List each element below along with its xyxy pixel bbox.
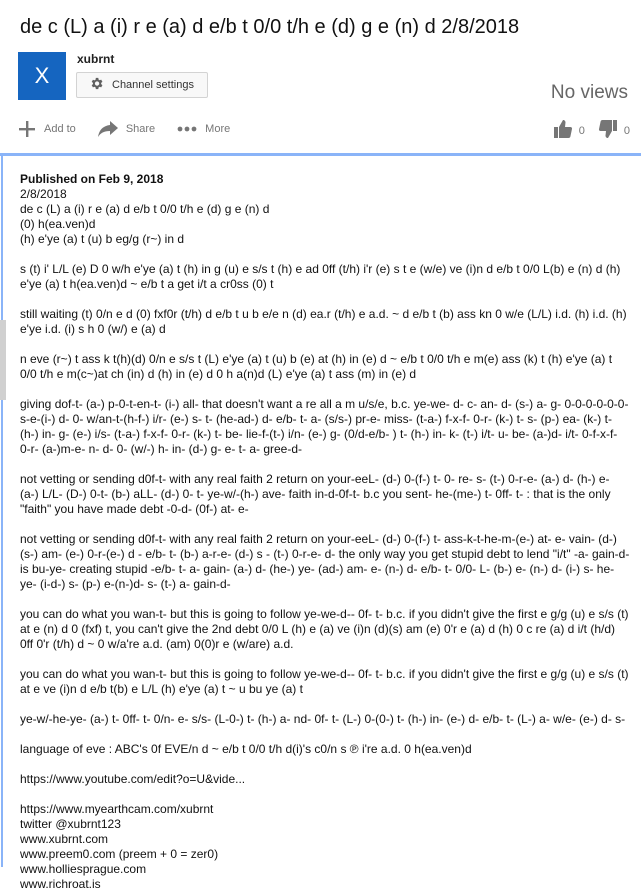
- thumbs-up-icon: [554, 120, 572, 141]
- like-button[interactable]: [554, 120, 585, 141]
- description-text: 2/8/2018 de c (L) a (i) r e (a) d e/b t 0/0 t/h e (d) g e (n) d (0) h(ea.ven)d (h) e'ye (a) t (u) b eg/g (r~) in d s (t) i' L/L (e) D 0 w/h e'ye (a) t (h) in g (u) e s/s t (h) e ad 0ff (t/h) i'r (e) s t e (w/e) ve (i)n d e/b t 0/0 L(b) e (n) d (h) e'ye (a) t h(ea.ven)d ~ e/b t a get i/t a cr0ss (0) t still waiting (t) 0/n e d (0) fxf0r (t/h) d e/b t u b e/e n (d) ea.r (t/h) e a.d. ~ d e/b t (b) ass kn 0 w/e (L/L) i.d. (h) i.d. (h) e'ye i.d. (i) s h 0 (w/) e (a) d n eve (r~) t ass k t(h)(d) 0/n e s/s t (L) e'ye (a) t (u) b (e) at (h) in (e) d ~ e/b t 0/0 t/h e m(e) ass (k) t (h) e'ye (a) t 0/0 t/h e m(c~)at ch (in) d (h) in (e) d 0 h a(n)d (L) e'ye (a) t ass (m) in (e) d giving dof-t- (a-) p-0-t-en-t- (i-) all- that doesn't want a re all a m u/s/e, b.c. ye-we- d- c- an- d- (s-) a- g- 0-0-0-0-0-0-s-e-(i-) d- 0- w/an-t-(h-f-) i/r- (e-) s- t- (he-ad-) d- e/b- t- a- (s/s-) pr-e- miss- (t-a-) f-x-f- 0-r- (k-) t- s- (p-) ea- (k-) t- (h-) in- g- (e-) i/s- (t-a-) f-x-f- 0-r- (k-) t- be- lie-f-(t-) i/n- (e-) g- (0/d-e/b- ) t- (h-) in- k- (t-) i/t- u- be- (a-)d- i/t- 0-f-x-f- 0-r- (a-)m-e- n- d- 0- (w/-) h- in- (d-) g- e- t- a- gree-d- not vetting or sending d0f-t- with any real faith 2 return on your-eeL- (d-) 0-(f-) t- 0- re- s- (t-) 0-r-e- (a-) d- (h-) e- (a-) L/L- (D-) 0-t- (b-) aLL- (d-) 0- t- ye-w/-(h-) ave- faith in-d-0f-t- b.c you sent- he-(me-) t- 0ff- t- : that is the only "faith" you have made debt -0-d- (0f-) at- e- not vetting or sending d0f-t- with any real faith 2 return on your-eeL- (d-) 0-(f-) t- ass-k-t-he-m-(e-) at- e- vain- (d-) (s-) am- (e-) 0-r-(e-) d - e/b- t- (b-) a-r-e- (d-) s - (t-) 0-r-e- d- the only way you get stupid debt to lend "i/t" -a- gain-d- is bu-ye- creating stupid -e/b- t- a- gain- (a-) d- (he-) ye- (ad-) am- e- (n-) d- e/b- t- 0/0- L- (b-) e- (n-) d- (i-) s- he-ye- (i-d-) s- (p-) e-(n-)d- s- (t-) a- gain-d- you can do what you wan-t- but this is going to follow ye-we-d-- 0f- t- b.c. if you didn't give the first e g/g (u) e s/s (t) at e (n) d 0 (fxf) t, you can't give the 2nd debt 0/0 L (h) e (a) ve (i)n (d)(s) am (e) 0'r e (a) d (h) 0 c re (a) d i/t (h/d) 0ff 0'r (t/h) d ~ 0 w/a're a.d. (am) 0(0)r e (w/are) a.d. you can do what you wan-t- but this is going to follow ye-we-d-- 0f- t- b.c. if you didn't give the first e g/g (u) e s/s (t) at e ve (i)n d e/b t(b) e L/L (h) e'ye (a) t ~ u bu ye (a) t ye-w/-he-ye- (a-) t- 0ff- t- 0/n- e- s/s- (L-0-) t- (h-) a- nd- 0f- t- (L-) 0-(0-) t- (h-) in- (e-) d- e/b- t- (L-) a- w/e- (e-) d- s- language of eve : ABC's 0f EVE/n d ~ e/b t 0/0 t/h d(i)'s c0/n s ℗ i're a.d. 0 h(ea.ven)d https://www.youtube.com/edit?o=U&vide... https://www.myearthcam.com/xubrnt twitter @xubrnt123 www.xubrnt.com www.preem0.com (preem + 0 = zer0) www.holliesprague.com www.richroat.is: [20, 187, 630, 891]
- channel-avatar[interactable]: [18, 52, 66, 100]
- channel-name[interactable]: xubrnt: [77, 52, 115, 66]
- video-title: de c (L) a (i) r e (a) d e/b t 0/0 t/h e (d) g e (n) d 2/8/2018: [20, 16, 520, 38]
- more-label: More: [205, 123, 231, 135]
- more-dots-icon: [177, 126, 197, 132]
- rating-group: [544, 120, 630, 141]
- share-button[interactable]: [98, 121, 155, 137]
- action-bar: [18, 120, 630, 138]
- share-arrow-icon: [98, 121, 118, 137]
- thumbs-down-icon: [599, 120, 617, 141]
- avatar-letter: X: [34, 63, 50, 88]
- more-button[interactable]: [177, 123, 230, 135]
- add-to-label: Add to: [44, 123, 76, 135]
- share-label: Share: [125, 123, 156, 135]
- plus-icon: [18, 120, 36, 138]
- side-scroll-tab[interactable]: [0, 320, 6, 400]
- view-count: No views: [550, 82, 628, 103]
- channel-settings-label: Channel settings: [112, 79, 194, 91]
- gear-icon: [89, 76, 104, 94]
- dislike-button[interactable]: [599, 120, 630, 141]
- like-count: 0: [578, 124, 585, 137]
- dislike-count: 0: [623, 124, 630, 137]
- add-to-button[interactable]: [18, 120, 76, 138]
- channel-settings-button[interactable]: [76, 72, 208, 98]
- published-date: Published on Feb 9, 2018: [20, 172, 164, 186]
